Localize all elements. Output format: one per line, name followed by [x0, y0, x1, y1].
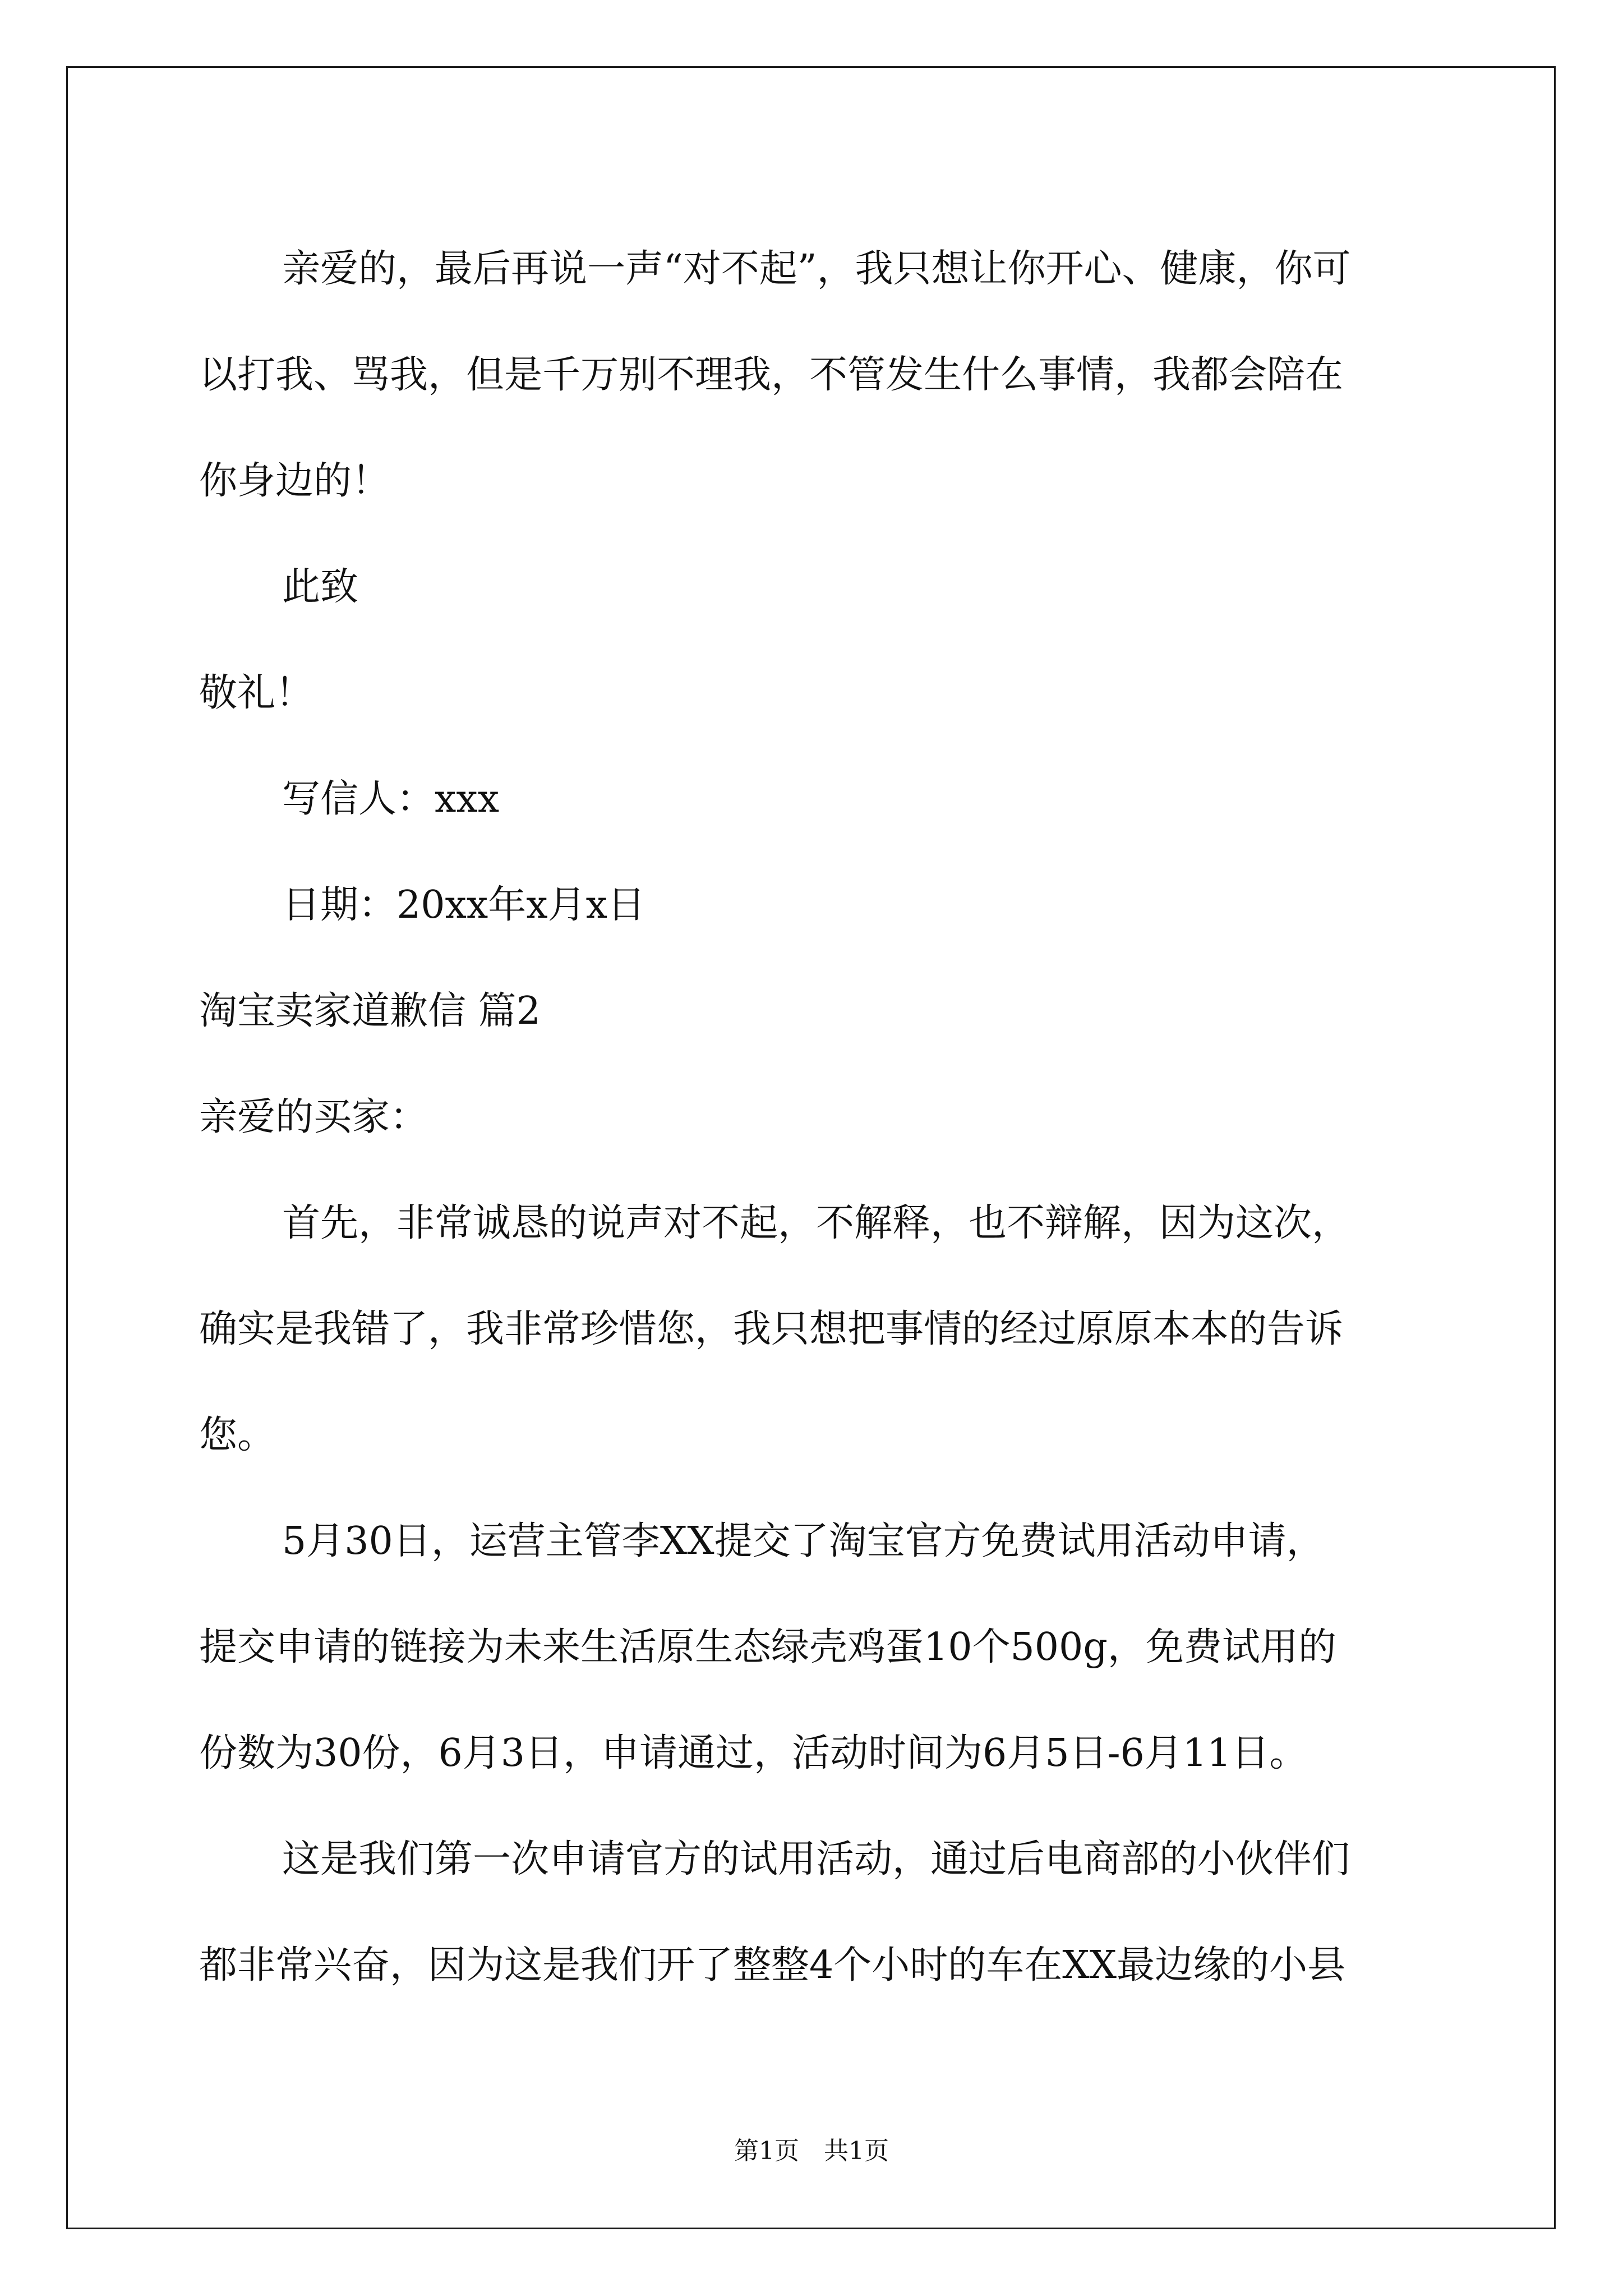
page-footer: 第1页 共1页 — [734, 2137, 889, 2165]
text-line: 确实是我错了，我非常珍惜您，我只想把事情的经过原原本本的告诉 — [199, 1307, 1344, 1351]
text-line: 写信人：xxx — [282, 777, 500, 821]
text-line: 你身边的！ — [199, 459, 390, 503]
text-lines — [199, 216, 1422, 2018]
text-line: 此致 — [282, 565, 359, 609]
text-line: 以打我、骂我，但是千万别不理我，不管发生什么事情，我都会陪在 — [199, 353, 1344, 397]
text-line: 这是我们第一次申请官方的试用活动，通过后电商部的小伙伴们 — [282, 1837, 1350, 1881]
text-line: 提交申请的链接为未来生活原生态绿壳鸡蛋10个500g，免费试用的 — [199, 1625, 1336, 1669]
text-line: 淘宝卖家道歉信 篇2 — [199, 989, 541, 1033]
text-line: 都非常兴奋，因为这是我们开了整整4个小时的车在XX最边缘的小县 — [199, 1943, 1346, 1987]
text-line: 份数为30份，6月3日，申请通过，活动时间为6月5日-6月11日。 — [199, 1731, 1308, 1775]
text-line: 您。 — [199, 1413, 276, 1457]
document-body — [199, 216, 1422, 2018]
text-line: 亲爱的，最后再说一声“对不起”，我只想让你开心、健康，你可 — [282, 247, 1351, 291]
text-line: 首先，非常诚恳的说声对不起，不解释，也不辩解，因为这次， — [282, 1201, 1350, 1245]
text-line: 5月30日，运营主管李XX提交了淘宝官方免费试用活动申请， — [282, 1519, 1325, 1563]
text-line: 日期：20xx年x月x日 — [282, 883, 645, 927]
text-line: 敬礼！ — [199, 671, 314, 715]
text-line: 亲爱的买家： — [199, 1095, 428, 1139]
